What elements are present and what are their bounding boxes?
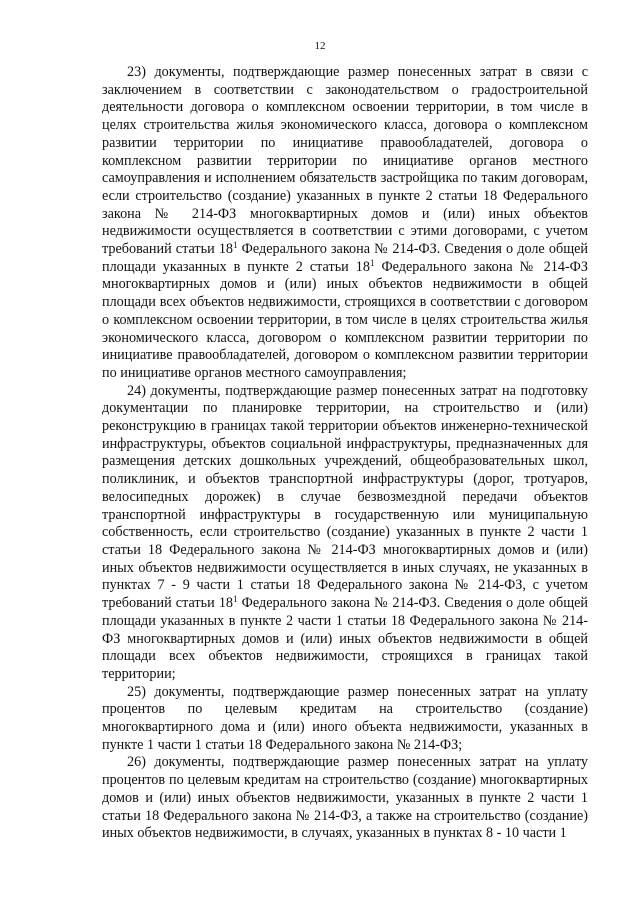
paragraph-24 <box>102 383 588 684</box>
superscript-1: 1 <box>233 240 238 251</box>
paragraph-25: 25) документы, подтверждающие размер понесенных затрат на уплату процентов по целевым кредитам на строительство (создание) многоквартирного дома и (или) иного объекта недвижимости, указанных в пункте 1 части 1 статьи 18 Федерального закона № 214-ФЗ; <box>102 683 588 753</box>
superscript-1: 1 <box>233 594 238 605</box>
paragraph-24-text-2: Федерального закона № 214-ФЗ. Сведения о доле общей площади указанных в пункте 2 части 1 статьи 18 Федерального закона № 214-ФЗ многоквартирных домов и (или) иных объектов недвижимости в общей площади всех объектов недвижимости, строящихся в границах такой территории; <box>102 595 589 682</box>
document-body <box>102 64 588 843</box>
paragraph-23 <box>102 64 588 383</box>
paragraph-23-text-2: Федерального закона № 214-ФЗ. Сведения о доле общей площади указанных в пункте 2 статьи 18 <box>102 241 589 275</box>
superscript-1: 1 <box>369 257 375 268</box>
page-number: 12 <box>314 40 326 52</box>
paragraph-23-text-3: Федерального закона № 214-ФЗ многоквартирных домов и (или) иных объектов недвижимости в общей площади всех объектов недвижимости, строящихся в соответствии с договором о комплексном освоении территории, в том числе в целях строительства жилья экономического класса, договором о комплексном развитии территории по инициативе правообладателей, договором о комплексном развитии территории по инициативе органов местного самоуправления; <box>102 258 589 381</box>
paragraph-24-text-1: 24) документы, подтверждающие размер понесенных затрат на подготовку документации по планировке территории, на строительство и (или) реконструкцию в границах такой территории объектов инженерно-технической инфраструктуры, объектов социальной инфраструктуры, предназначенных для размещения детских дошкольных учреждений, общеобразовательных школ, поликлиник, и объектов транспортной инфраструктуры (дорог, тротуаров, велосипедных дорожек) в случае безвозмездной передачи объектов транспортной инфраструктуры в государственную или муниципальную собственность, если строительство (создание) указанных в пункте 2 части 1 статьи 18 Федерального закона № 214-ФЗ многоквартирных домов и (или) иных объектов недвижимости осуществляется в иных случаях, не указанных в пунктах 7 - 9 части 1 статьи 18 Федерального закона № 214-ФЗ, с учетом требований статьи 18 <box>102 382 588 612</box>
paragraph-26: 26) документы, подтверждающие размер понесенных затрат на уплату процентов по целевым кредитам на строительство (создание) многоквартирных домов и (или) иных объектов недвижимости, указанных в пункте 2 части 1 статьи 18 Федерального закона № 214-ФЗ, а также на строительство (создание) иных объектов недвижимости, в случаях, указанных в пунктах 8 - 10 части 1 <box>102 754 588 842</box>
paragraph-23-text-1: 23) документы, подтверждающие размер понесенных затрат в связи с заключением в соответствии с законодательством о градостроительной деятельности договора о комплексном освоении территории, в том числе в целях строительства жилья экономического класса, договора о комплексном развитии территории по инициативе правообладателей, договора о комплексном развитии территории по инициативе органов местного самоуправления и исполнением обязательств застройщика по таким договорам, если строительство (создание) указанных в пункте 2 статьи 18 Федерального закона № 214-ФЗ многоквартирных домов и (или) иных объектов недвижимости осуществляется в соответствии с этими договорами, с учетом требований статьи 18 <box>102 64 588 258</box>
